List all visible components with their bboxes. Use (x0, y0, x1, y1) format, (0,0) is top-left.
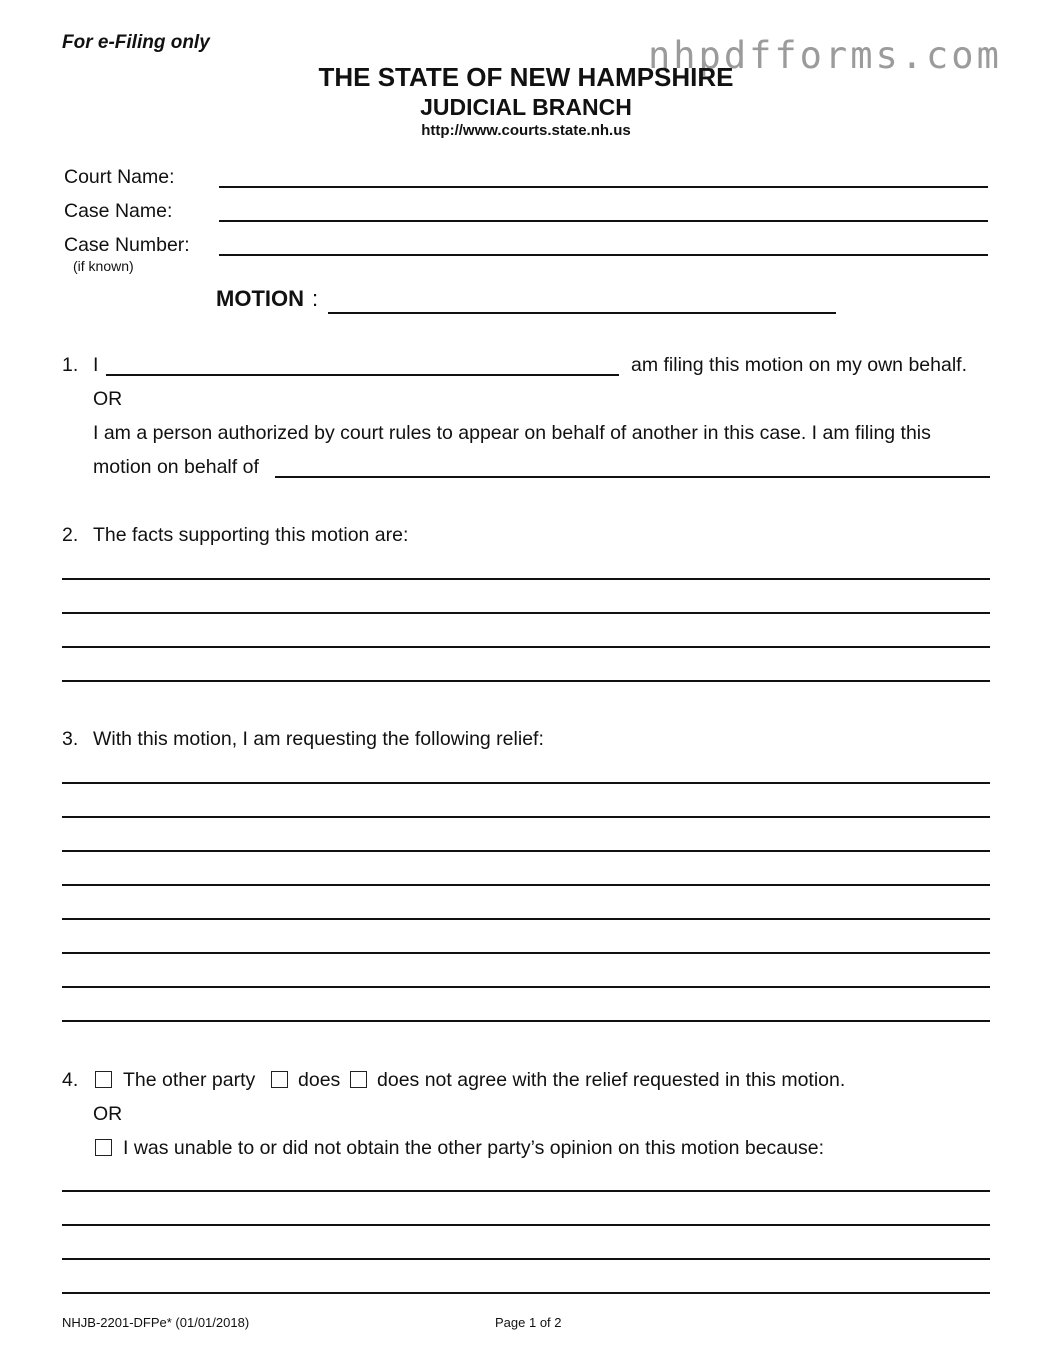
relief-heading: With this motion, I am requesting the following relief: (93, 728, 544, 750)
facts-line[interactable] (62, 612, 990, 614)
motion-label: MOTION (216, 286, 304, 311)
motion-colon: : (312, 286, 319, 311)
item2-number: 2. (62, 524, 79, 546)
relief-line[interactable] (62, 952, 990, 954)
reason-line[interactable] (62, 1190, 990, 1192)
relief-line[interactable] (62, 782, 990, 784)
authorized-text: I am a person authorized by court rules to appear on behalf of another in this case. I am filing this (93, 422, 931, 444)
case-name-label: Case Name: (64, 200, 173, 222)
court-url: http://www.courts.state.nh.us (421, 122, 631, 139)
item1-or: OR (93, 388, 123, 410)
does-not-text: does not agree with the relief requested in this motion. (377, 1069, 846, 1091)
reason-line[interactable] (62, 1292, 990, 1294)
relief-line[interactable] (62, 850, 990, 852)
item1-number: 1. (62, 354, 79, 376)
on-behalf-of-label: motion on behalf of (93, 456, 259, 478)
form-id: NHJB-2201-DFPe* (01/01/2018) (62, 1315, 250, 1330)
facts-heading: The facts supporting this motion are: (93, 524, 409, 546)
facts-line[interactable] (62, 646, 990, 648)
case-number-field[interactable] (219, 254, 988, 256)
facts-line[interactable] (62, 578, 990, 580)
court-name-label: Court Name: (64, 166, 175, 188)
reason-line[interactable] (62, 1224, 990, 1226)
case-number-label: Case Number: (64, 234, 190, 256)
does-text: does (298, 1069, 341, 1091)
filer-name-field[interactable] (106, 374, 619, 376)
item1-i: I (93, 354, 99, 376)
own-behalf-text: am filing this motion on my own behalf. (631, 354, 967, 376)
state-title: THE STATE OF NEW HAMPSHIRE (318, 62, 734, 92)
page-number: Page 1 of 2 (495, 1315, 562, 1330)
court-name-field[interactable] (219, 186, 988, 188)
watermark: nhpdfforms.com (648, 34, 1002, 77)
if-known-note: (if known) (73, 258, 134, 274)
reason-line[interactable] (62, 1258, 990, 1260)
relief-line[interactable] (62, 986, 990, 988)
on-behalf-of-field[interactable] (275, 476, 990, 478)
case-name-field[interactable] (219, 220, 988, 222)
relief-line[interactable] (62, 918, 990, 920)
other-party-text: The other party (123, 1069, 256, 1091)
relief-line[interactable] (62, 884, 990, 886)
other-party-checkbox[interactable] (95, 1071, 112, 1088)
relief-line[interactable] (62, 1020, 990, 1022)
branch-title: JUDICIAL BRANCH (420, 94, 632, 120)
item4-or: OR (93, 1103, 123, 1125)
does-agree-checkbox[interactable] (271, 1071, 288, 1088)
item4-number: 4. (62, 1069, 79, 1091)
unable-checkbox[interactable] (95, 1139, 112, 1156)
motion-title-field[interactable] (328, 312, 836, 314)
relief-line[interactable] (62, 816, 990, 818)
facts-line[interactable] (62, 680, 990, 682)
item3-number: 3. (62, 728, 79, 750)
unable-text: I was unable to or did not obtain the other party’s opinion on this motion because: (123, 1137, 825, 1159)
efiling-note: For e-Filing only (62, 32, 210, 53)
does-not-agree-checkbox[interactable] (350, 1071, 367, 1088)
